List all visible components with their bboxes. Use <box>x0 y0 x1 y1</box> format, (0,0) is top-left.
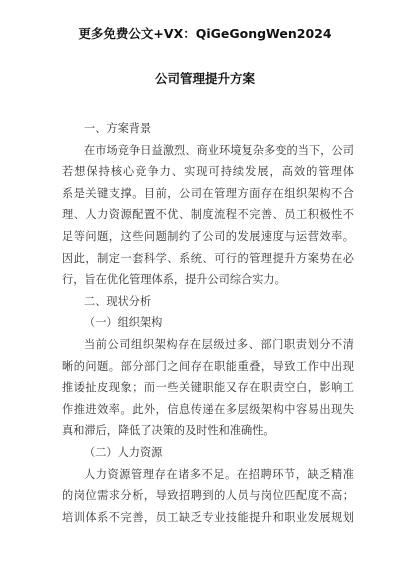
document-line: 理、人力资源配置不优、制度流程不完善、员工积极性不 <box>62 208 354 222</box>
document-line: 在市场竞争日益激烈、商业环境复杂多变的当下，公司 <box>84 143 354 157</box>
document-line: 人力资源管理存在诸多不足。在招聘环节，缺乏精准 <box>84 467 354 481</box>
page-title: 公司管理提升方案 <box>154 71 255 86</box>
document-line: 推诿扯皮现象；而一些关键职能又存在职责空白，影响工 <box>62 381 354 395</box>
document-line: 因此，制定一套科学、系统、可行的管理提升方案势在必 <box>62 251 354 265</box>
document-line: （二）人力资源 <box>84 445 163 459</box>
document-line: 行，旨在优化管理体系，提升公司综合实力。 <box>62 273 286 287</box>
document-line: 培训体系不完善，员工缺乏专业技能提升和职业发展规划 <box>62 510 354 524</box>
document-line: 真和滞后，降低了决策的及时性和准确性。 <box>62 424 275 438</box>
document-line: 足等问题，这些问题制约了公司的发展速度与运营效率。 <box>62 229 354 243</box>
document-body <box>62 118 354 528</box>
promo-banner: 更多免费公文+VX：QiGeGongWen2024 <box>78 26 332 41</box>
document-line: 二、现状分析 <box>84 294 152 308</box>
document-line: 系是关键支撑。目前，公司在管理方面存在组织架构不合 <box>62 186 354 200</box>
document-line: （一）组织架构 <box>84 316 163 330</box>
document-line: 晰的问题。部分部门之间存在职能重叠，导致工作中出现 <box>62 359 354 373</box>
document-line: 的岗位需求分析，导致招聘到的人员与岗位匹配度不高； <box>62 489 354 503</box>
document-line: 当前公司组织架构存在层级过多、部门职责划分不清 <box>84 337 354 351</box>
document-line: 一、方案背景 <box>84 122 152 135</box>
document-line: 若想保持核心竞争力、实现可持续发展，高效的管理体 <box>62 165 354 179</box>
document-line: 作推进效率。此外，信息传递在多层级架构中容易出现失 <box>62 402 354 416</box>
